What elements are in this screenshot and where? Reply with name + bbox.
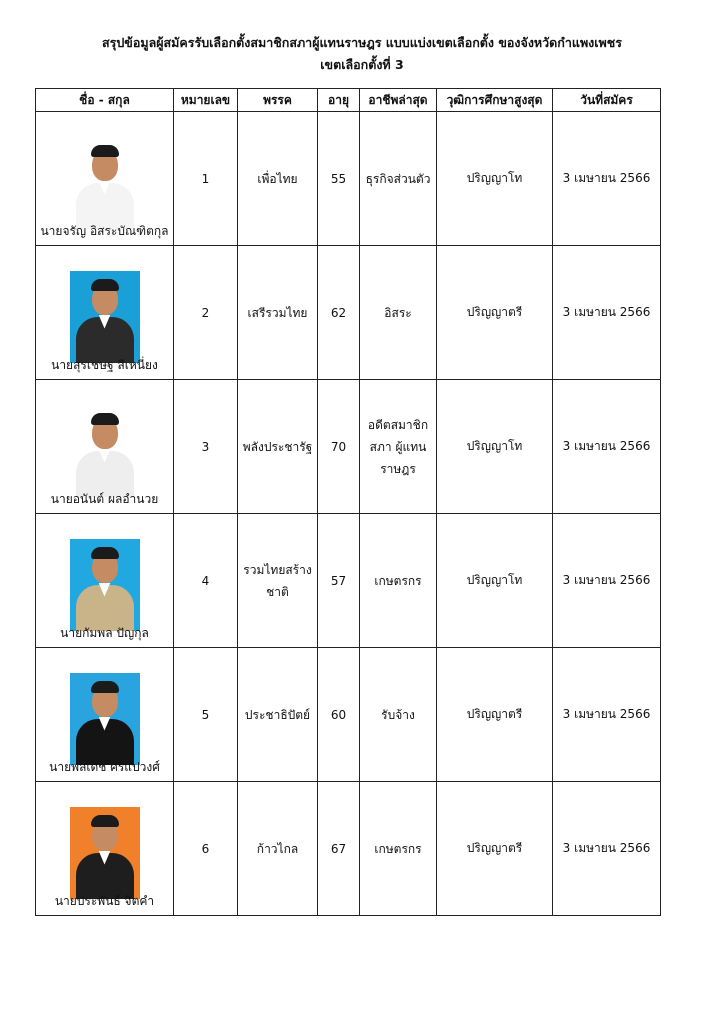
candidate-cell xyxy=(36,648,174,782)
table-row xyxy=(36,648,661,782)
candidate-education: ปริญญาโท xyxy=(437,380,553,514)
candidate-occupation: ธุรกิจส่วนตัว xyxy=(360,112,437,246)
candidate-photo xyxy=(70,539,140,631)
candidate-age: 70 xyxy=(318,380,360,514)
candidate-photo xyxy=(70,405,140,497)
table-row xyxy=(36,782,661,916)
candidate-number: 1 xyxy=(174,112,238,246)
candidate-number: 2 xyxy=(174,246,238,380)
col-header-number: หมายเลข xyxy=(174,89,238,112)
candidate-age: 60 xyxy=(318,648,360,782)
col-header-occupation: อาชีพล่าสุด xyxy=(360,89,437,112)
candidate-age: 57 xyxy=(318,514,360,648)
table-row xyxy=(36,514,661,648)
candidate-age: 67 xyxy=(318,782,360,916)
candidate-name: นายสุรเชษฐ สีเหนี่ยง xyxy=(51,358,158,372)
title-line-1: สรุปข้อมูลผู้สมัครรับเลือกตั้งสมาชิกสภาผู้แทนราษฎร แบบแบ่งเขตเลือกตั้ง ของจังหวัดกำแพงเพชร xyxy=(102,35,622,50)
candidate-cell xyxy=(36,380,174,514)
title-line-2: เขตเลือกตั้งที่ 3 xyxy=(320,57,404,72)
col-header-party: พรรค xyxy=(238,89,318,112)
candidate-cell xyxy=(36,782,174,916)
candidate-party: เพื่อไทย xyxy=(238,112,318,246)
candidate-education: ปริญญาตรี xyxy=(437,246,553,380)
col-header-date: วันที่สมัคร xyxy=(553,89,661,112)
candidate-name: นายอนันต์ ผลอำนวย xyxy=(50,492,159,506)
photo-hair xyxy=(91,413,119,425)
candidate-party: รวมไทยสร้างชาติ xyxy=(238,514,318,648)
photo-hair xyxy=(91,547,119,559)
table-body xyxy=(36,112,661,916)
candidate-occupation: อดีตสมาชิก สภา ผู้แทนราษฎร xyxy=(360,380,437,514)
photo-hair xyxy=(91,145,119,157)
candidate-number: 5 xyxy=(174,648,238,782)
candidate-education: ปริญญาโท xyxy=(437,514,553,648)
candidate-cell xyxy=(36,112,174,246)
candidate-number: 6 xyxy=(174,782,238,916)
candidate-age: 62 xyxy=(318,246,360,380)
candidate-name: นายพลเดช ศรีแปวงศ์ xyxy=(49,760,160,774)
table-row xyxy=(36,246,661,380)
candidate-name: นายจรัญ อิสระบัณฑิตกุล xyxy=(40,224,169,238)
document-title xyxy=(0,32,724,76)
candidate-cell xyxy=(36,514,174,648)
registration-date: 3 เมษายน 2566 xyxy=(553,648,661,782)
candidate-party: ประชาธิปัตย์ xyxy=(238,648,318,782)
photo-hair xyxy=(91,815,119,827)
header-row xyxy=(36,89,661,112)
table-row xyxy=(36,380,661,514)
candidate-cell xyxy=(36,246,174,380)
candidate-party: เสรีรวมไทย xyxy=(238,246,318,380)
registration-date: 3 เมษายน 2566 xyxy=(553,514,661,648)
candidate-photo xyxy=(70,807,140,899)
candidate-number: 4 xyxy=(174,514,238,648)
registration-date: 3 เมษายน 2566 xyxy=(553,112,661,246)
candidate-photo xyxy=(70,271,140,363)
col-header-education: วุฒิการศึกษาสูงสุด xyxy=(437,89,553,112)
candidate-occupation: อิสระ xyxy=(360,246,437,380)
candidate-party: พลังประชารัฐ xyxy=(238,380,318,514)
candidate-number: 3 xyxy=(174,380,238,514)
photo-hair xyxy=(91,279,119,291)
candidate-occupation: รับจ้าง xyxy=(360,648,437,782)
candidate-education: ปริญญาตรี xyxy=(437,782,553,916)
candidate-age: 55 xyxy=(318,112,360,246)
candidate-occupation: เกษตรกร xyxy=(360,514,437,648)
registration-date: 3 เมษายน 2566 xyxy=(553,246,661,380)
candidate-photo xyxy=(70,137,140,229)
candidate-education: ปริญญาตรี xyxy=(437,648,553,782)
candidate-party: ก้าวไกล xyxy=(238,782,318,916)
candidates-table xyxy=(35,88,661,916)
registration-date: 3 เมษายน 2566 xyxy=(553,380,661,514)
candidate-photo xyxy=(70,673,140,765)
col-header-age: อายุ xyxy=(318,89,360,112)
candidate-name: นายประพันธ์ จิตคำ xyxy=(54,894,155,908)
candidate-occupation: เกษตรกร xyxy=(360,782,437,916)
candidate-name: นายกัมพล ปัญกุล xyxy=(60,626,149,640)
photo-hair xyxy=(91,681,119,693)
col-header-name: ชื่อ - สกุล xyxy=(36,89,174,112)
registration-date: 3 เมษายน 2566 xyxy=(553,782,661,916)
candidate-education: ปริญญาโท xyxy=(437,112,553,246)
table-row xyxy=(36,112,661,246)
